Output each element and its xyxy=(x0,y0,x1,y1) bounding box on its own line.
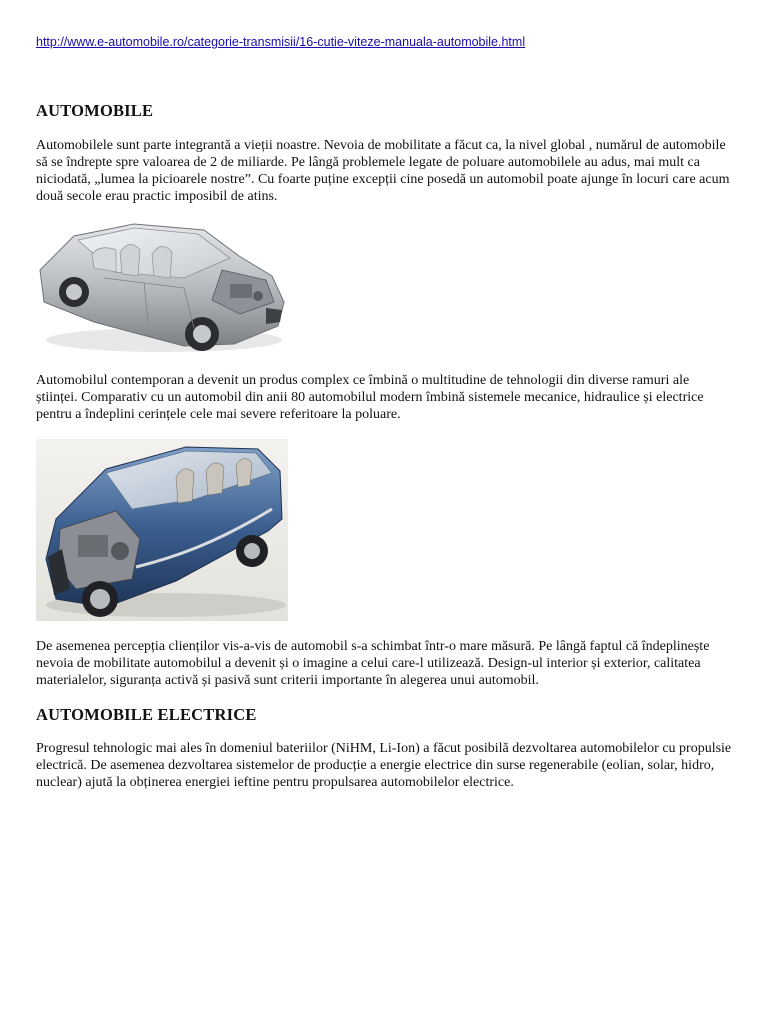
source-link[interactable]: http://www.e-automobile.ro/categorie-transmisii/16-cutie-viteze-manuala-automobile.html xyxy=(36,35,526,49)
section-heading-automobile: AUTOMOBILE xyxy=(36,101,154,120)
paragraph-modern-car: Automobilul contemporan a devenit un produs complex ce îmbină o multitudine de tehnologii din diverse ramuri ale științei. Comparativ cu un automobil din anii 80 automobilul modern îmbină sistemele mecanice, hidraulice și electrice pentru a îndeplini cerințele cele mai severe referitoare la poluare. xyxy=(36,373,704,422)
section-heading-electric-cars: AUTOMOBILE ELECTRICE xyxy=(36,705,257,724)
mpv-cutaway-image xyxy=(36,439,288,621)
paragraph-electric: Progresul tehnologic mai ales în domeniul bateriilor (NiHM, Li-Ion) a făcut posibilă dezvoltarea automobilelor cu propulsie electrică. De asemenea dezvoltarea sistemelor de producție a energie electrice din surse regenerabile (eolian, solar, hidro, nuclear) ajută la obținerea energiei ieftine pentru propulsarea automobilelor electrice. xyxy=(36,741,732,790)
paragraph-perception: De asemenea percepția clienților vis-a-vis de automobil s-a schimbat într-o mare măsură. Pe lângă faptul că îndeplinește nevoia de mobilitate automobilul a devenit și o imagine a celui care-l utilizează. Design-ul interior și exterior, calitatea materialelor, siguranța activă și pasivă sunt criterii importante în alegerea unui automobil. xyxy=(36,639,710,688)
paragraph-intro: Automobilele sunt parte integrantă a vieții noastre. Nevoia de mobilitate a făcut ca, la nivel global , numărul de automobile să se îndrepte spre valoarea de 2 de miliarde. Pe lângă problemele legate de poluare automobilele au adus, mai mult ca niciodată, „lumea la picioarele nostre”. Cu foarte puține excepții cine posedă un automobil poate ajunge în locuri care acum două secole erau practic imposibil de atins. xyxy=(36,138,730,204)
sedan-cutaway-image xyxy=(34,218,286,358)
